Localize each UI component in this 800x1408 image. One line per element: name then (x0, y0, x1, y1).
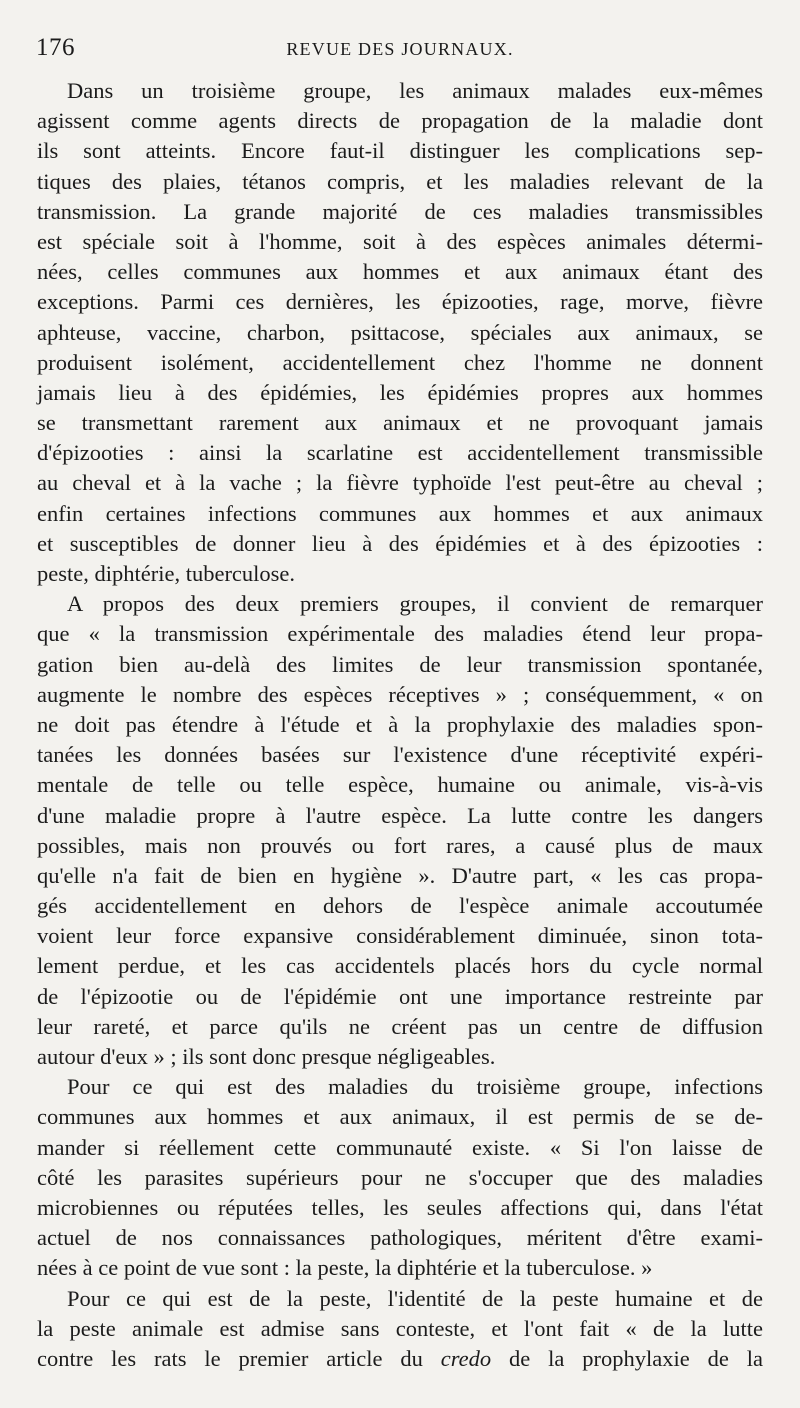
page-number: 176 (36, 34, 75, 61)
paragraph (37, 1072, 763, 1283)
text-line: agissent comme agents directs de propagation de la maladie dont (37, 108, 763, 134)
text-line: communes aux hommes et aux animaux, il est permis de se de- (37, 1104, 763, 1130)
text-line: contre les rats le premier article du credo de la prophylaxie de la (37, 1345, 763, 1371)
text-line: voient leur force expansive considérablement diminuée, sinon tota- (37, 923, 763, 949)
text-line: d'une maladie propre à l'autre espèce. La lutte contre les dangers (37, 802, 763, 828)
text-line: et susceptibles de donner lieu à des épidémies et à des épizooties : (37, 530, 763, 556)
text-line: est spéciale soit à l'homme, soit à des espèces animales détermi- (37, 228, 763, 254)
text-line: ils sont atteints. Encore faut-il distinguer les complications sep- (37, 138, 763, 164)
text-line: tanées les données basées sur l'existence d'une réceptivité expéri- (37, 742, 763, 768)
text-line: transmission. La grande majorité de ces maladies transmissibles (37, 198, 763, 224)
text-line: Pour ce qui est de la peste, l'identité de la peste humaine et de (67, 1285, 763, 1311)
text-line: actuel de nos connaissances pathologiques, méritent d'être exami- (37, 1225, 763, 1251)
text-line: côté les parasites supérieurs pour ne s'occuper que des maladies (37, 1164, 763, 1190)
paragraph (37, 1284, 763, 1375)
text-line: possibles, mais non prouvés ou fort rares, a causé plus de maux (37, 832, 763, 858)
text-line: lement perdue, et les cas accidentels placés hors du cycle normal (37, 953, 763, 979)
text-line: microbiennes ou réputées telles, les seules affections qui, dans l'état (37, 1194, 763, 1220)
text-line: mentale de telle ou telle espèce, humaine ou animale, vis-à-vis (37, 772, 763, 798)
article-body (37, 76, 763, 1374)
text-line: leur rareté, et parce qu'ils ne créent pas un centre de diffusion (37, 1013, 763, 1039)
text-line: jamais lieu à des épidémies, les épidémies propres aux hommes (37, 379, 763, 405)
text-line: nées à ce point de vue sont : la peste, la diphtérie et la tuberculose. » (37, 1255, 653, 1281)
running-head: REVUE DES JOURNAUX. (286, 39, 514, 59)
text-line: ne doit pas étendre à l'étude et à la prophylaxie des maladies spon- (37, 711, 763, 737)
page-header (36, 34, 764, 64)
text-line: qu'elle n'a fait de bien en hygiène ». D'autre part, « les cas propa- (37, 862, 763, 888)
text-line: au cheval et à la vache ; la fièvre typhoïde l'est peut-être au cheval ; (37, 470, 763, 496)
text-line: exceptions. Parmi ces dernières, les épizooties, rage, morve, fièvre (37, 289, 763, 315)
text-line: peste, diphtérie, tuberculose. (37, 561, 296, 586)
text-line: autour d'eux » ; ils sont donc presque négligeables. (37, 1044, 496, 1069)
text-line: gés accidentellement en dehors de l'espèce animale accoutumée (37, 893, 763, 919)
text-line: enfin certaines infections communes aux hommes et aux animaux (37, 500, 763, 526)
text-line: Dans un troisième groupe, les animaux malades eux-mêmes (67, 78, 763, 103)
text-line: produisent isolément, accidentellement chez l'homme ne donnent (37, 349, 763, 375)
text-line: nées, celles communes aux hommes et aux animaux étant des (37, 259, 763, 285)
text-line: la peste animale est admise sans conteste, et l'ont fait « de la lutte (37, 1315, 763, 1341)
text-line: A propos des deux premiers groupes, il convient de remarquer (67, 591, 763, 617)
text-line: que « la transmission expérimentale des maladies étend leur propa- (37, 621, 763, 647)
text-line: mander si réellement cette communauté existe. « Si l'on laisse de (37, 1134, 763, 1160)
text-line: de l'épizootie ou de l'épidémie ont une importance restreinte par (37, 983, 763, 1009)
paragraph (37, 76, 763, 589)
text-line: aphteuse, vaccine, charbon, psittacose, spéciales aux animaux, se (37, 319, 763, 345)
text-line: d'épizooties : ainsi la scarlatine est accidentellement transmissible (37, 440, 763, 466)
text-line: Pour ce qui est des maladies du troisième groupe, infections (67, 1074, 763, 1100)
text-line: gation bien au-delà des limites de leur transmission spontanée, (37, 651, 763, 677)
text-line: se transmettant rarement aux animaux et ne provoquant jamais (37, 410, 763, 436)
paragraph (37, 589, 763, 1072)
text-line: augmente le nombre des espèces réceptives » ; conséquemment, « on (37, 681, 763, 707)
text-line: tiques des plaies, tétanos compris, et les maladies relevant de la (37, 168, 763, 194)
